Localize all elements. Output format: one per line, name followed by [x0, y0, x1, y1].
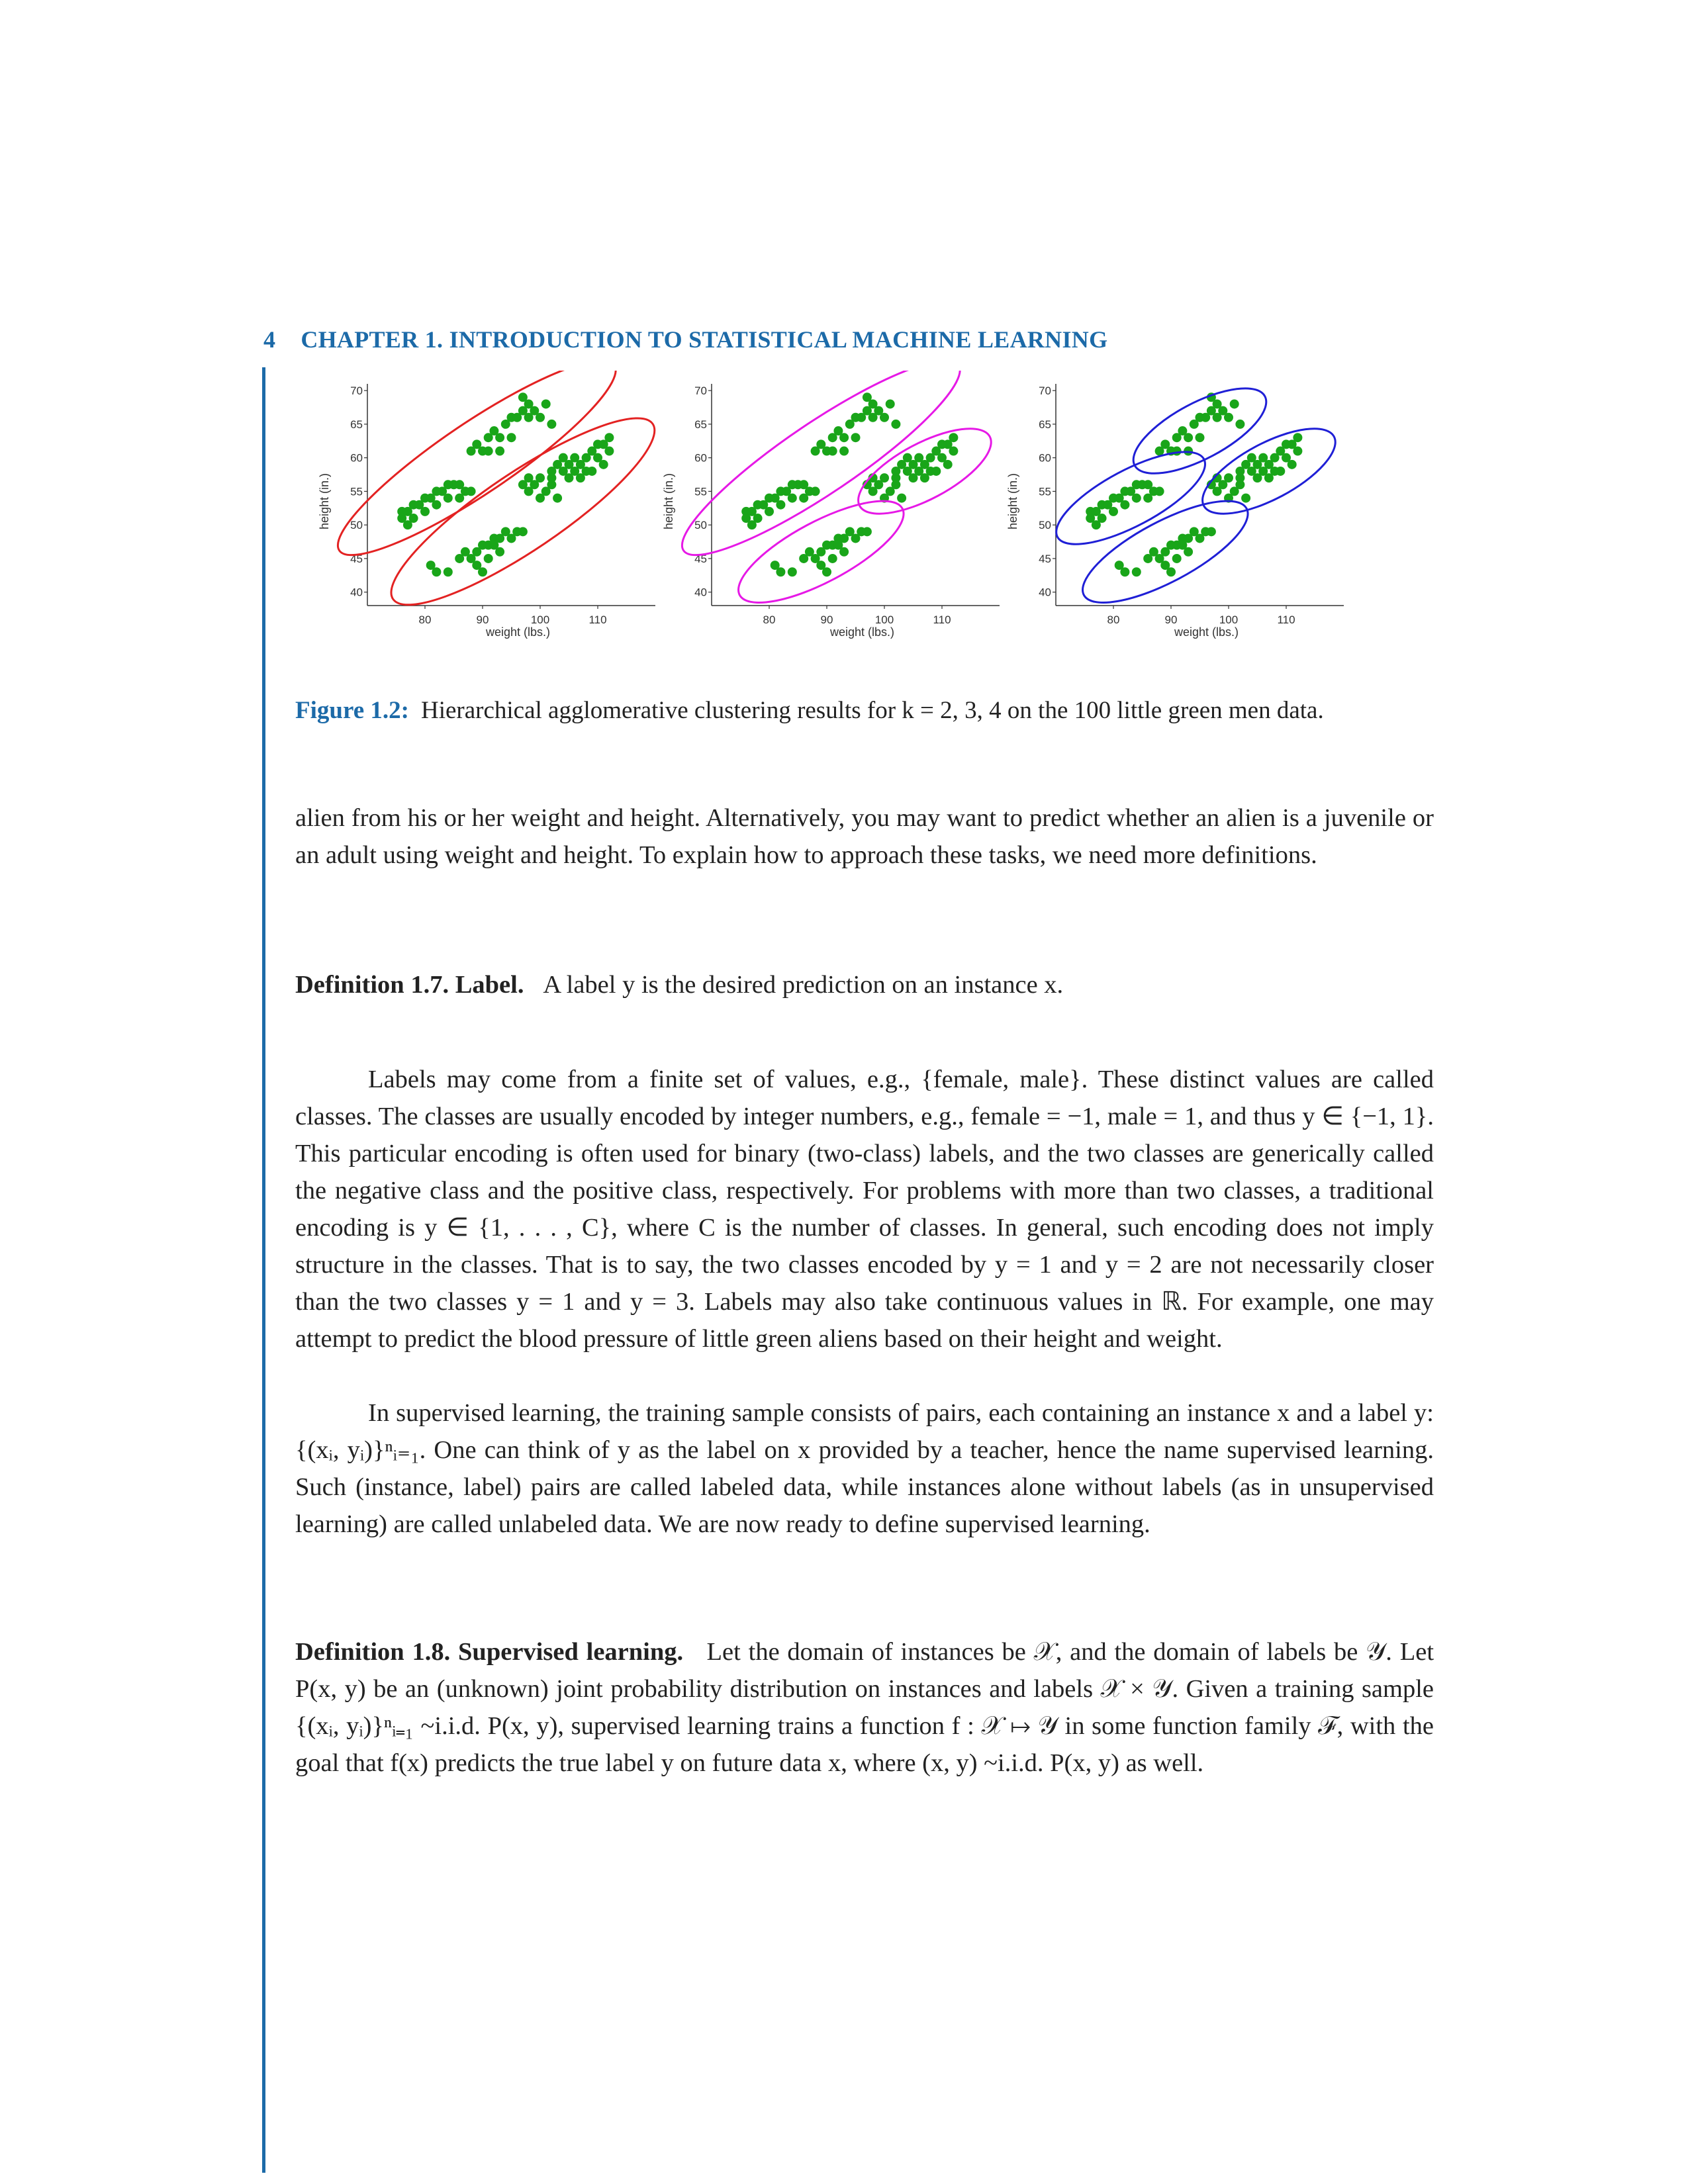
y-tick-label: 60: [1039, 451, 1051, 465]
data-point: [1155, 486, 1164, 496]
data-point: [1120, 500, 1129, 510]
data-point: [776, 500, 785, 510]
data-point: [943, 460, 953, 469]
x-axis-label: weight (lbs.): [829, 625, 895, 639]
data-point: [432, 500, 441, 510]
x-tick-label: 110: [588, 614, 607, 626]
data-point: [776, 567, 785, 576]
figure-1-2: [305, 371, 1430, 675]
data-point: [536, 494, 545, 503]
data-point: [444, 567, 453, 576]
y-tick-label: 40: [350, 586, 363, 599]
data-point: [828, 447, 837, 456]
data-point: [1282, 439, 1291, 449]
data-point: [467, 486, 476, 496]
definition-1-8: [295, 1633, 1434, 1782]
data-point: [949, 447, 958, 456]
x-axis-label: weight (lbs.): [1174, 625, 1239, 639]
scatter-panel-k2: [305, 371, 662, 675]
data-point: [536, 473, 545, 482]
data-point: [1143, 494, 1152, 503]
data-point: [495, 433, 504, 442]
data-point: [489, 541, 498, 550]
data-point: [547, 420, 556, 429]
data-point: [1241, 494, 1250, 503]
data-point: [788, 480, 797, 489]
data-point: [880, 413, 889, 422]
data-point: [949, 433, 958, 442]
data-point: [833, 541, 843, 550]
data-point: [1230, 399, 1239, 408]
data-point: [753, 514, 763, 523]
cluster-ellipse: [1191, 412, 1347, 530]
y-tick-label: 45: [1039, 552, 1051, 565]
data-point: [1172, 447, 1182, 456]
y-tick-label: 50: [1039, 519, 1051, 532]
y-tick-label: 40: [1039, 586, 1051, 599]
data-point: [788, 494, 797, 503]
data-point: [518, 527, 528, 536]
data-point: [604, 433, 614, 442]
x-tick-label: 100: [874, 614, 894, 626]
data-point: [909, 473, 918, 482]
data-point: [1235, 420, 1244, 429]
y-tick-label: 50: [350, 519, 363, 532]
data-point: [1288, 460, 1297, 469]
data-point: [1224, 473, 1233, 482]
data-point: [1132, 567, 1141, 576]
y-tick-label: 65: [1039, 418, 1051, 431]
data-point: [828, 554, 837, 563]
paragraph-2-text: Labels may come from a finite set of values, e.g., {female, male}. These distinct values are called classes. The classes are usually encoded by integer numbers, e.g., female = −1, male = 1, and thus y ∈ {−1, 1}. This particular encoding is often used for binary (two-class) labels, and the two classes are generically called the negative class and the positive class, respectively. For problems with more than two classes, a traditional encoding is y ∈ {1, . . . , C}, where C is the number of classes. In general, such encoding does not imply structure in the classes. That is to say, the two classes encoded by y = 1 and y = 2 are not necessarily closer than the two classes y = 1 and y = 3. Labels may also take continuous values in ℝ. For example, one may attempt to predict the blood pressure of little green aliens based on their height and weight.: [295, 1066, 1434, 1353]
data-point: [599, 460, 608, 469]
y-axis-label: height (in.): [318, 473, 331, 530]
data-point: [851, 433, 861, 442]
x-tick-label: 100: [530, 614, 550, 626]
data-point: [484, 447, 493, 456]
data-point: [1172, 554, 1182, 563]
data-point: [937, 439, 947, 449]
x-tick-label: 100: [1219, 614, 1239, 626]
data-point: [1196, 433, 1205, 442]
data-point: [1253, 473, 1262, 482]
data-point: [799, 494, 808, 503]
data-point: [886, 399, 895, 408]
data-point: [1293, 433, 1302, 442]
y-tick-label: 70: [350, 385, 363, 398]
data-point: [1132, 480, 1141, 489]
x-tick-label: 80: [1107, 614, 1120, 626]
data-point: [484, 554, 493, 563]
y-tick-label: 60: [694, 451, 707, 465]
data-point: [1120, 486, 1129, 496]
x-tick-label: 90: [1164, 614, 1178, 626]
data-point: [536, 413, 545, 422]
data-point: [1293, 447, 1302, 456]
data-point: [593, 439, 602, 449]
paragraph-3-text: In supervised learning, the training sample consists of pairs, each containing an instance x and a label y: {(xᵢ, yᵢ)}ⁿᵢ₌₁. One can think of y as the label on x provided by a teacher, hence the name supervised learning. Such (instance, label) pairs are called labeled data, while instances alone without labels (as in unsupervised learning) are called unlabeled data. We are now ready to define supervised learning.: [295, 1399, 1434, 1538]
x-tick-label: 90: [476, 614, 489, 626]
definition-1-7-heading: Definition 1.7. Label.: [295, 971, 524, 999]
data-point: [547, 467, 556, 476]
data-point: [444, 480, 453, 489]
data-point: [518, 392, 528, 402]
cluster-ellipse: [371, 392, 662, 631]
caption-text: Hierarchical agglomerative clustering results for k = 2, 3, 4 on the 100 little green men data.: [420, 697, 1324, 724]
data-point: [863, 392, 872, 402]
figure-caption: [295, 696, 1434, 725]
data-point: [926, 467, 935, 476]
data-point: [432, 567, 441, 576]
definition-1-8-heading: Definition 1.8. Supervised learning.: [295, 1638, 684, 1666]
data-point: [1207, 527, 1216, 536]
definition-1-8-body: Let the domain of instances be 𝒳, and the domain of labels be 𝒴. Let P(x, y) be an (unknown) joint probability distribution on instances and labels 𝒳 × 𝒴. Given a training sample {(xᵢ, yᵢ)}ⁿᵢ₌₁ ~i.i.d. P(x, y), supervised learning trains a function f : 𝒳 ↦ 𝒴 in some function family ℱ, with the goal that f(x) predicts the true label y on future data x, where (x, y) ~i.i.d. P(x, y) as well.: [295, 1638, 1434, 1777]
data-point: [788, 567, 797, 576]
data-point: [839, 447, 849, 456]
data-point: [432, 486, 441, 496]
data-point: [914, 453, 923, 463]
data-point: [868, 486, 878, 496]
x-tick-label: 110: [933, 614, 951, 626]
scatter-panel-k3: [649, 371, 1006, 675]
y-tick-label: 65: [694, 418, 707, 431]
data-point: [811, 486, 820, 496]
y-tick-label: 65: [350, 418, 363, 431]
data-point: [1213, 486, 1222, 496]
y-tick-label: 70: [1039, 385, 1051, 398]
y-tick-label: 70: [694, 385, 707, 398]
scatter-panel-k4: [993, 371, 1350, 675]
data-point: [409, 514, 418, 523]
data-point: [604, 447, 614, 456]
data-point: [863, 527, 872, 536]
data-point: [1270, 467, 1280, 476]
data-point: [495, 447, 504, 456]
data-point: [1109, 507, 1118, 516]
data-point: [897, 494, 906, 503]
data-point: [891, 467, 900, 476]
definition-1-7-body: A label y is the desired prediction on an instance x.: [543, 971, 1064, 999]
data-point: [1178, 541, 1187, 550]
data-point: [420, 507, 430, 516]
data-point: [524, 486, 534, 496]
x-tick-label: 80: [418, 614, 432, 626]
x-tick-label: 110: [1277, 614, 1295, 626]
data-point: [765, 507, 774, 516]
x-axis-label: weight (lbs.): [485, 625, 551, 639]
y-tick-label: 45: [694, 552, 707, 565]
definition-1-7: [295, 966, 1434, 1003]
page-number: 4: [263, 326, 276, 353]
data-point: [822, 567, 831, 576]
data-point: [1132, 494, 1141, 503]
margin-rule: [262, 367, 265, 2173]
chapter-title: CHAPTER 1. INTRODUCTION TO STATISTICAL MACHINE LEARNING: [301, 326, 1108, 353]
data-point: [1120, 567, 1129, 576]
data-point: [839, 433, 849, 442]
paragraph-2: [295, 1061, 1434, 1357]
data-point: [565, 473, 574, 482]
data-point: [553, 494, 562, 503]
y-axis-label: height (in.): [662, 473, 675, 530]
data-point: [582, 467, 591, 476]
data-point: [891, 420, 900, 429]
y-tick-label: 40: [694, 586, 707, 599]
paragraph-3: [295, 1394, 1434, 1543]
data-point: [1184, 433, 1193, 442]
x-tick-label: 80: [763, 614, 776, 626]
data-point: [478, 567, 487, 576]
data-point: [868, 413, 878, 422]
y-tick-label: 50: [694, 519, 707, 532]
data-point: [1258, 453, 1268, 463]
data-point: [507, 433, 516, 442]
y-tick-label: 55: [1039, 485, 1051, 498]
data-point: [1166, 567, 1176, 576]
x-tick-label: 90: [820, 614, 833, 626]
y-tick-label: 55: [694, 485, 707, 498]
data-point: [444, 494, 453, 503]
data-point: [880, 473, 889, 482]
paragraph-1: [295, 799, 1434, 874]
cluster-ellipse: [847, 412, 1003, 530]
data-point: [1235, 467, 1244, 476]
data-point: [1098, 514, 1107, 523]
y-tick-label: 60: [350, 451, 363, 465]
figure-label: Figure 1.2:: [295, 697, 409, 724]
data-point: [455, 494, 464, 503]
running-header: [263, 326, 1107, 353]
data-point: [776, 486, 785, 496]
paragraph-1-text: alien from his or her weight and height. Alternatively, you may want to predict whether an alien is a juvenile or an adult using weight and height. To explain how to approach these tasks, we need more definitions.: [295, 804, 1434, 869]
data-point: [524, 413, 534, 422]
y-tick-label: 45: [350, 552, 363, 565]
data-point: [541, 399, 551, 408]
y-tick-label: 55: [350, 485, 363, 498]
data-point: [1224, 413, 1233, 422]
data-point: [570, 453, 579, 463]
y-axis-label: height (in.): [1006, 473, 1019, 530]
data-point: [1213, 413, 1222, 422]
